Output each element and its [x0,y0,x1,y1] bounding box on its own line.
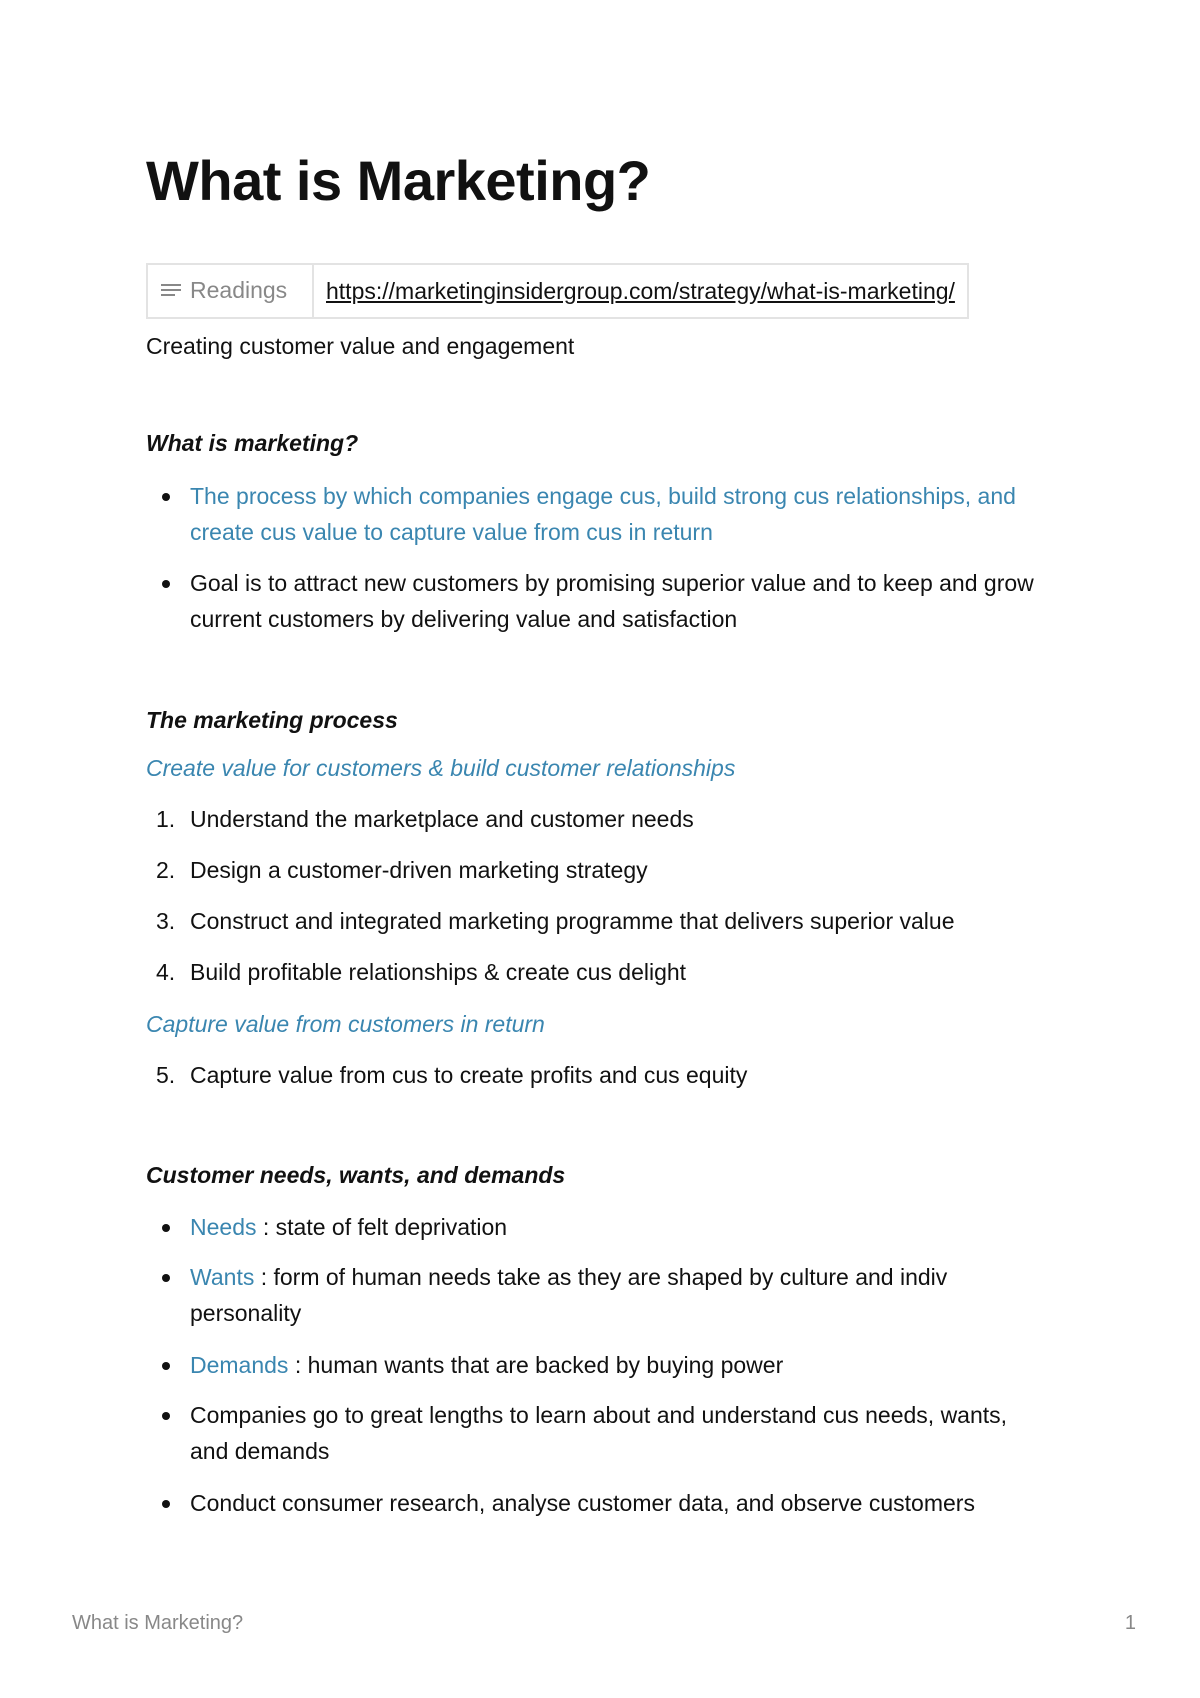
list-item [146,903,1066,939]
list-item-text: Companies go to great lengths to learn about and understand cus needs, wants, and demands [190,1402,1008,1464]
list-number: 4. [156,959,176,985]
property-value [313,264,968,318]
section-heading-needs-wants-demands: Customer needs, wants, and demands [146,1162,566,1188]
list-number: 3. [156,908,176,934]
term-needs: Needs [190,1214,257,1240]
property-key-label: Readings [190,276,288,303]
subheading-capture-value: Capture value from customers in return [146,1011,545,1037]
section-heading-marketing-process: The marketing process [146,707,398,733]
list-item-text: Build profitable relationships & create cus delight [190,959,687,985]
list-item-text: Goal is to attract new customers by promising superior value and to keep and grow current customers by delivering value and satisfaction [190,570,1034,632]
list-item [146,1347,1066,1383]
bullet-dot-icon [162,1274,170,1282]
readings-link[interactable]: https://marketinginsidergroup.com/strategy/what-is-marketing/ [326,277,955,304]
list-item-text: The process by which companies engage cus, build strong cus relationships, and create cus value to capture value from cus in return [190,483,1016,545]
list-item-text: Design a customer-driven marketing strategy [190,857,648,883]
term-demands: Demands [190,1352,289,1378]
list-item [146,1397,1066,1469]
bullet-dot-icon [162,580,170,588]
list-number: 2. [156,857,176,883]
term-wants: Wants [190,1264,255,1290]
list-item-text: : human wants that are backed by buying power [288,1352,784,1378]
list-item [146,1485,1066,1521]
bullet-dot-icon [162,1224,170,1232]
page-title: What is Marketing? [146,149,651,212]
list-item-text: Conduct consumer research, analyse customer data, and observe customers [190,1490,975,1516]
list-item [146,1259,1066,1331]
list-item-text: Understand the marketplace and customer needs [190,806,694,832]
bullet-dot-icon [162,1500,170,1508]
list-item [146,478,1066,550]
text-lines-icon [160,278,182,305]
subheading-create-value: Create value for customers & build customer relationships [146,755,736,781]
list-item-text: Construct and integrated marketing programme that delivers superior value [190,908,955,934]
bullet-dot-icon [162,493,170,501]
page-number: 1 [1124,1612,1136,1634]
list-item [146,1209,1066,1245]
section-heading-what-is-marketing: What is marketing? [146,430,359,456]
property-key [147,264,313,318]
list-item [146,1057,1066,1093]
list-item-text: : form of human needs take as they are shaped by culture and indiv personality [190,1264,948,1326]
list-number: 1. [156,806,176,832]
list-item-text: : state of felt deprivation [256,1214,508,1240]
list-item [146,852,1066,888]
list-item-text: Capture value from cus to create profits and cus equity [190,1062,748,1088]
footer-doc-title: What is Marketing? [72,1612,244,1634]
list-item [146,801,1066,837]
list-number: 5. [156,1062,176,1088]
bullet-dot-icon [162,1412,170,1420]
intro-text: Creating customer value and engagement [146,333,575,359]
bullet-dot-icon [162,1362,170,1370]
property-row-readings [147,264,968,318]
properties-table [146,263,969,319]
list-item [146,954,1066,990]
list-item [146,565,1066,637]
